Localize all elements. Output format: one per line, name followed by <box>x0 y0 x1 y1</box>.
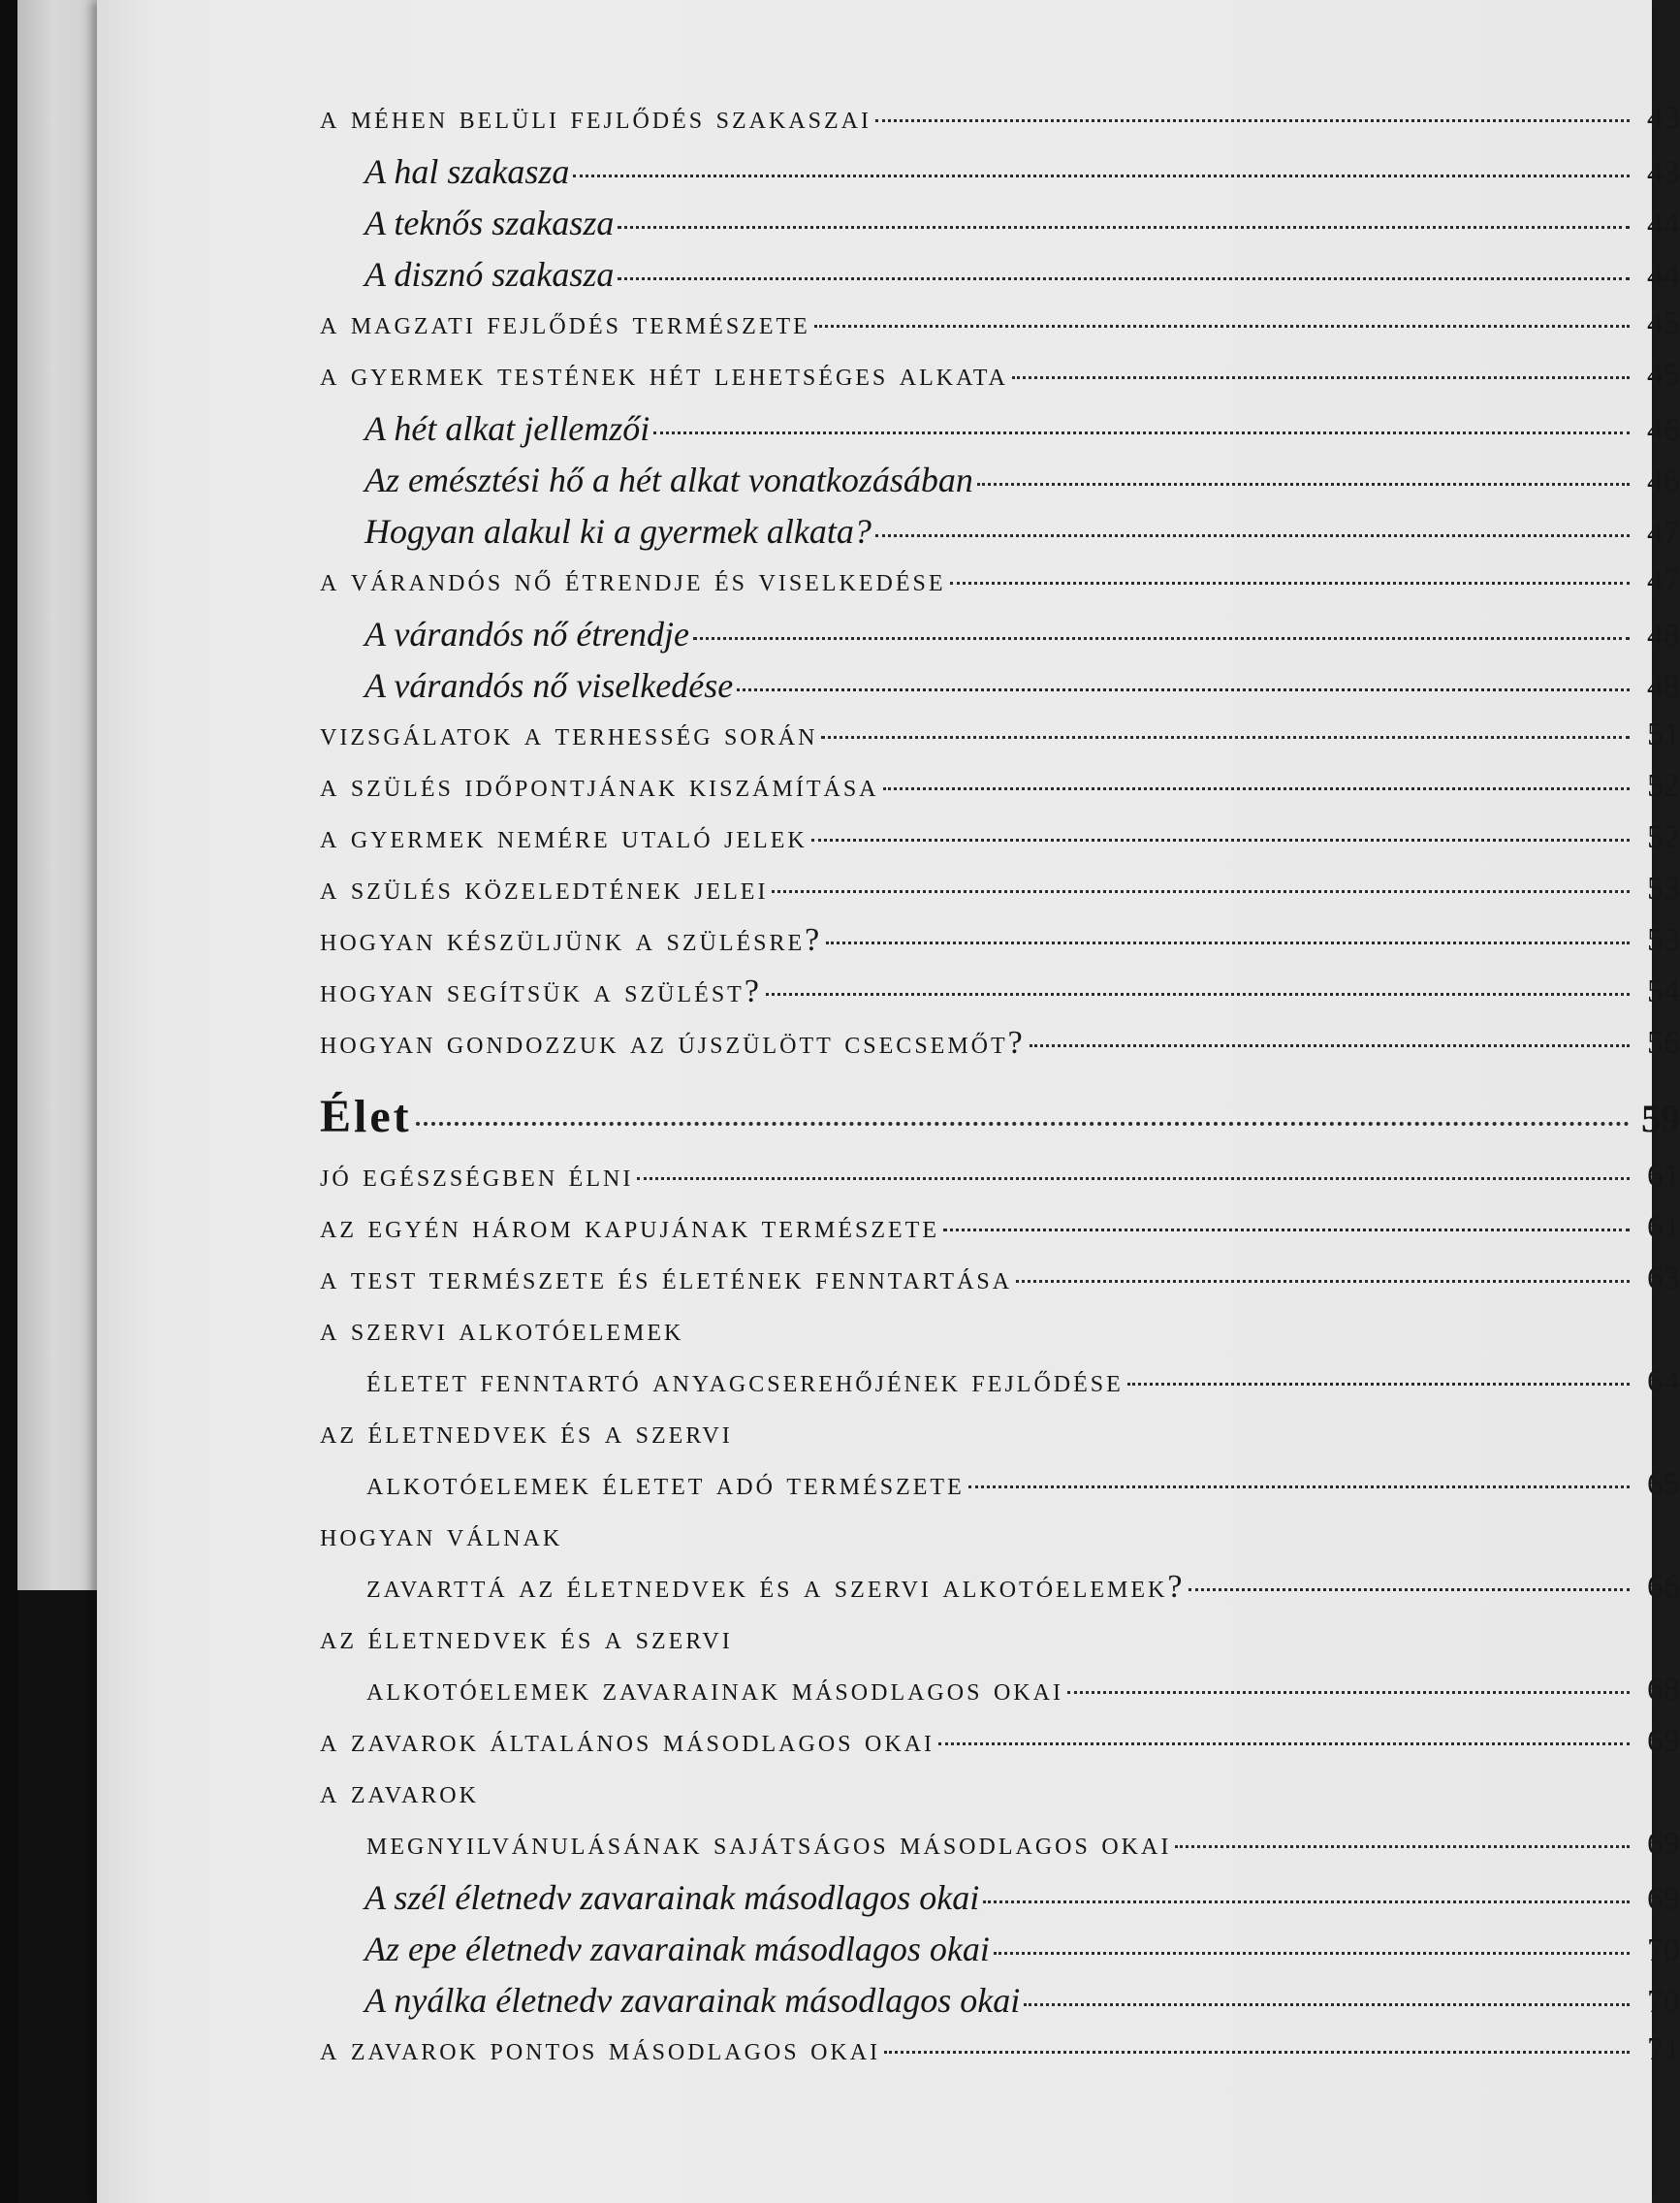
toc-entry <box>320 305 1680 357</box>
toc-subentry <box>320 460 1680 511</box>
toc-entry-title: Az emésztési hő a hét alkat vonatkozásában <box>365 461 973 499</box>
dot-leader <box>618 226 1630 229</box>
book-binding <box>0 0 17 2203</box>
toc-entry-title: a zavarok általános másodlagos okai <box>320 1723 935 1759</box>
section-page: 59 <box>1641 1097 1680 1140</box>
toc-entry <box>320 1261 1680 1312</box>
toc-entry-page: 65 <box>1647 1466 1680 1502</box>
dot-leader <box>883 787 1630 790</box>
toc-subentry <box>320 1877 1680 1929</box>
toc-entry <box>320 922 1680 974</box>
toc-entry-title: A disznó szakasza <box>365 255 615 294</box>
toc-entry-title: jó egészségben élni <box>320 1158 634 1194</box>
dot-leader <box>994 1952 1630 1955</box>
dot-leader <box>950 582 1631 585</box>
toc-entry-title: hogyan segítsük a szülést? <box>320 974 762 1009</box>
toc-entry-title-cont: megnyilvánulásának sajátságos másodlagos okai <box>366 1826 1172 1862</box>
toc-subentry <box>320 1980 1680 2031</box>
toc-entry-title: A nyálka életnedv zavarainak másodlagos okai <box>365 1981 1021 2020</box>
toc-entry-title-cont: életet fenntartó anyagcserehőjének fejlődése <box>366 1363 1124 1399</box>
toc-entry-title: a magzati fejlődés természete <box>320 305 810 341</box>
toc-entry <box>320 357 1680 408</box>
dot-leader <box>653 431 1630 434</box>
toc-entry-page: 54 <box>1647 974 1680 1009</box>
toc-entry-title: a szülés időpontjának kiszámítása <box>320 768 879 804</box>
toc-section-heading <box>320 1090 1680 1158</box>
toc-entry-title: az egyén három kapujának természete <box>320 1209 939 1245</box>
toc-entry-title: az életnedvek és a szervi <box>320 1620 733 1656</box>
toc-entry <box>320 2031 1680 2083</box>
toc-entry-continuation <box>320 1363 1680 1415</box>
toc-subentry <box>320 511 1680 562</box>
dot-leader <box>811 839 1630 842</box>
toc-entry-title: A várandós nő viselkedése <box>365 666 734 705</box>
dot-leader <box>1067 1691 1630 1694</box>
toc-entry-continuation <box>320 1569 1680 1620</box>
toc-entry-title: Hogyan alakul ki a gyermek alkata? <box>365 512 872 551</box>
dot-leader <box>772 890 1630 893</box>
toc-entry <box>320 717 1680 768</box>
toc-subentry <box>320 614 1680 665</box>
dot-leader <box>737 688 1630 691</box>
toc-entry <box>320 1158 1680 1209</box>
dot-leader <box>968 1485 1630 1488</box>
dot-leader <box>875 534 1630 537</box>
toc-entry-page: 43 <box>1647 155 1680 191</box>
toc-entry-title: a szülés közeledtének jelei <box>320 871 769 907</box>
toc-entry-first-line <box>320 1517 1680 1569</box>
toc-entry-title: A szél életnedv zavarainak másodlagos okai <box>365 1878 980 1917</box>
dot-leader <box>826 942 1630 944</box>
toc-entry-page: 53 <box>1647 871 1680 907</box>
dot-leader <box>1175 1845 1630 1848</box>
toc-entry-page: 45 <box>1647 357 1680 393</box>
book-page <box>97 0 1680 2203</box>
toc-entry-page: 52 <box>1647 768 1680 804</box>
toc-entry-title: a test természete és életének fenntartása <box>320 1261 1013 1296</box>
dot-leader <box>814 325 1630 328</box>
toc-entry-page: 52 <box>1647 819 1680 855</box>
toc-entry-page: 71 <box>1647 2031 1680 2067</box>
toc-entry <box>320 1723 1680 1774</box>
toc-entry-page: 70 <box>1647 1984 1680 2020</box>
toc-entry <box>320 562 1680 614</box>
toc-entry-page: 68 <box>1647 1672 1680 1708</box>
toc-entry-title: A várandós nő étrendje <box>365 615 689 654</box>
book-spine <box>17 0 105 1590</box>
dot-leader <box>1189 1588 1630 1591</box>
dot-leader <box>693 637 1630 640</box>
toc-entry-title: a méhen belüli fejlődés szakaszai <box>320 100 872 136</box>
toc-entry-title: hogyan válnak <box>320 1517 563 1553</box>
dot-leader <box>766 993 1630 996</box>
table-of-contents <box>320 100 1680 2083</box>
toc-entry-continuation <box>320 1466 1680 1517</box>
book-spine-shadow <box>17 1590 105 2203</box>
toc-entry-page: 63 <box>1647 1261 1680 1296</box>
toc-entry-title: hogyan készüljünk a szülésre? <box>320 922 823 958</box>
toc-subentry <box>320 203 1680 254</box>
toc-entry-first-line <box>320 1774 1680 1826</box>
toc-entry-page: 69 <box>1647 1881 1680 1917</box>
toc-entry-title-cont: zavarttá az életnedvek és a szervi alkotóelemek? <box>366 1569 1186 1605</box>
toc-entry-title: A hal szakasza <box>365 152 570 191</box>
toc-subentry <box>320 254 1680 305</box>
toc-entry-page: 47 <box>1647 515 1680 551</box>
dot-leader <box>1012 376 1630 379</box>
toc-subentry <box>320 665 1680 717</box>
toc-entry-page: 45 <box>1647 305 1680 341</box>
toc-entry-title: hogyan gondozzuk az újszülött csecsemőt? <box>320 1025 1026 1061</box>
toc-entry-page: 64 <box>1647 1363 1680 1399</box>
toc-entry-page: 44 <box>1647 207 1680 242</box>
dot-leader <box>1127 1383 1630 1386</box>
toc-entry <box>320 100 1680 151</box>
toc-subentry <box>320 408 1680 460</box>
toc-entry-title: a várandós nő étrendje és viselkedése <box>320 562 946 598</box>
toc-entry-page: 61 <box>1647 1209 1680 1245</box>
toc-entry-title: a szervi alkotóelemek <box>320 1312 684 1348</box>
toc-entry <box>320 1025 1680 1076</box>
toc-subentry <box>320 151 1680 203</box>
dot-leader <box>884 2051 1630 2054</box>
dot-leader <box>416 1122 1630 1126</box>
toc-entry-first-line <box>320 1312 1680 1363</box>
dot-leader <box>1030 1044 1630 1047</box>
dot-leader <box>1024 2003 1630 2006</box>
toc-entry-title: A teknős szakasza <box>365 204 615 242</box>
toc-entry-page: 61 <box>1647 1158 1680 1194</box>
dot-leader <box>943 1229 1630 1231</box>
toc-entry-page: 53 <box>1647 922 1680 958</box>
toc-entry-title-cont: alkotóelemek életet adó természete <box>366 1466 965 1502</box>
toc-entry-title: vizsgálatok a terhesség során <box>320 717 818 752</box>
dot-leader <box>938 1742 1630 1745</box>
toc-entry-title: az életnedvek és a szervi <box>320 1415 733 1451</box>
toc-entry-page: 48 <box>1647 618 1680 654</box>
toc-entry-first-line <box>320 1620 1680 1672</box>
toc-entry-continuation <box>320 1826 1680 1877</box>
toc-entry-continuation <box>320 1672 1680 1723</box>
toc-entry <box>320 871 1680 922</box>
toc-entry-page: 56 <box>1647 1025 1680 1061</box>
dot-leader <box>637 1177 1630 1180</box>
dot-leader <box>1016 1280 1630 1283</box>
toc-subentry <box>320 1929 1680 1980</box>
toc-entry-title: a gyermek nemére utaló jelek <box>320 819 808 855</box>
toc-entry-title: Az epe életnedv zavarainak másodlagos okai <box>365 1930 990 1968</box>
toc-entry-page: 46 <box>1647 412 1680 448</box>
section-title: Élet <box>320 1091 412 1142</box>
dot-leader <box>618 277 1630 280</box>
toc-entry-title: a zavarok <box>320 1774 479 1810</box>
toc-entry-page: 44 <box>1647 258 1680 294</box>
toc-entry-page: 43 <box>1647 100 1680 136</box>
toc-entry-first-line <box>320 1415 1680 1466</box>
dot-leader <box>983 1900 1630 1903</box>
toc-entry-title-cont: alkotóelemek zavarainak másodlagos okai <box>366 1672 1063 1708</box>
toc-entry <box>320 819 1680 871</box>
dot-leader <box>821 736 1630 739</box>
toc-entry-page: 70 <box>1647 1932 1680 1968</box>
toc-entry-page: 66 <box>1647 1569 1680 1605</box>
toc-entry-page: 69 <box>1647 1826 1680 1862</box>
dot-leader <box>875 119 1630 122</box>
dot-leader <box>573 175 1630 177</box>
toc-entry <box>320 768 1680 819</box>
toc-entry-page: 48 <box>1647 669 1680 705</box>
toc-entry-page: 47 <box>1647 562 1680 598</box>
toc-entry <box>320 974 1680 1025</box>
dot-leader <box>977 483 1630 486</box>
toc-entry-title: A hét alkat jellemzői <box>365 409 650 448</box>
toc-entry-title: a gyermek testének hét lehetséges alkata <box>320 357 1008 393</box>
toc-entry <box>320 1209 1680 1261</box>
toc-entry-title: a zavarok pontos másodlagos okai <box>320 2031 881 2067</box>
toc-entry-page: 46 <box>1647 463 1680 499</box>
toc-entry-page: 69 <box>1647 1723 1680 1759</box>
toc-entry-page: 51 <box>1647 717 1680 752</box>
